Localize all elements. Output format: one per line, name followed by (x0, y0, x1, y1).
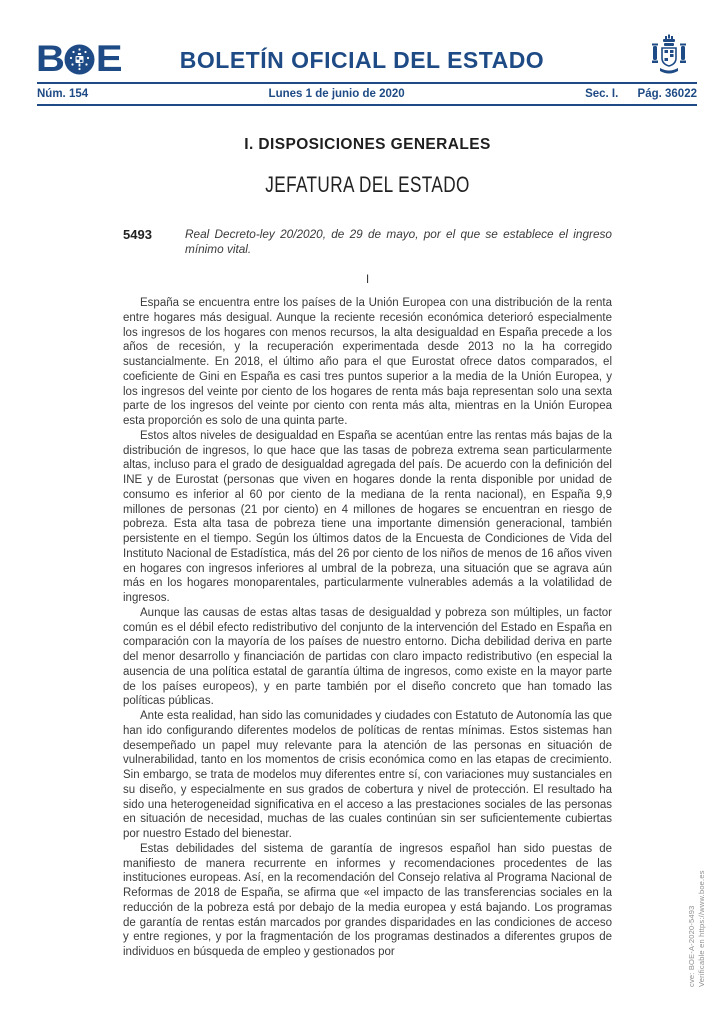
disposition-number: 5493 (123, 227, 152, 242)
section-heading: I. DISPOSICIONES GENERALES (244, 136, 491, 153)
spain-coat-of-arms-icon (650, 34, 688, 76)
issue-section-page (585, 88, 697, 100)
issue-page: Pág. 36022 (637, 88, 697, 100)
boe-logo-letter-b: B (36, 38, 63, 80)
issue-section: Sec. I. (585, 88, 619, 100)
issue-date: Lunes 1 de junio de 2020 (268, 88, 405, 100)
cve-code: cve: BOE-A-2020-5493 (687, 905, 696, 987)
paragraph: Estos altos niveles de desigualdad en España se acentúan entre las rentas más bajas de la distribución de ingresos, lo que hace que las tasas de pobreza extrema sean particularmente altas, incluso para el grado de desigualdad agregada del país. De acuerdo con la definición del INE y de Eurostat (personas que viven en hogares donde la renta disponible por unidad de consumo es inferior al 60 por ciento de la mediana de la renta nacional), en España 9,9 millones de personas (21 por ciento) en 4 millones de hogares se encuentran en riesgo de pobreza. Esta alta tasa de pobreza tiene una importante dimensión generacional, también persistente en el tiempo. Según los últimos datos de la Encuesta de Condiciones de Vida del Instituto Nacional de Estadística, más del 26 por ciento de los niños de menos de 16 años viven en hogares con ingresos inferiores al umbral de la pobreza, una situación que se agrava aún más en los hogares monoparentales, particularmente vulnerables además a la volatilidad de ingresos. (123, 429, 612, 604)
document-body (123, 136, 612, 960)
cve-verification-url: Verificable en https://www.boe.es (697, 870, 706, 987)
cve-verification-block (687, 817, 707, 987)
disposition-title: Real Decreto-ley 20/2020, de 29 de mayo, por el que se establece el ingreso mínimo vital. (185, 227, 612, 256)
paragraph: Ante esta realidad, han sido las comunidades y ciudades con Estatuto de Autonomía las que han ido configurando diferentes modelos de políticas de rentas mínimas. Estos sistemas han desempeñado un papel muy relevante para la atención de las personas en situación de vulnerabilidad, tanto en los momentos de crisis económica como en las etapas de crecimiento. Sin embargo, se trata de modelos muy diferentes entre sí, con variaciones muy sustanciales en su diseño, y especialmente en sus grados de cobertura y nivel de protección. El resultado ha sido una heterogeneidad significativa en el acceso a las prestaciones sociales de las personas en situación de necesidad, muchas de las cuales continúan sin ser suficientemente cubiertas por nuestro Estado del bienestar. (123, 710, 612, 840)
boe-logo-letter-e: E (95, 38, 121, 80)
paragraph: Estas debilidades del sistema de garantía de ingresos español han sido puestas de manifiesto de manera recurrente en informes y recomendaciones procedentes de las instituciones europeas. Así, en la recomendación del Consejo relativa al Programa Nacional de Reformas de 2018 de España, se afirma que «el impacto de las transferencias sociales en la reducción de la pobreza está por debajo de la media europea y está bajando. Los programas de garantía de rentas están marcados por grandes disparidades en las condiciones de acceso y entre regiones, y por la fragmentación de los programas destinados a diferentes grupos de individuos en búsqueda de empleo y gestionados por (123, 842, 612, 958)
disposition-item (123, 227, 612, 257)
issue-number: Núm. 154 (37, 88, 89, 100)
department-heading: JEFATURA DEL ESTADO (265, 172, 470, 197)
body-text (123, 296, 612, 960)
part-marker: I (365, 272, 370, 286)
header-rule-bottom (37, 104, 697, 106)
paragraph: Aunque las causas de estas altas tasas de desigualdad y pobreza son múltiples, un factor común es el débil efecto redistributivo del conjunto de la intervención del Estado en España en comparación con la mayoría de los países de nuestro entorno. Dicha debilidad deriva en parte del menor desarrollo y financiación de partidas con claro impacto redistributivo (en especial la ausencia de una política estatal de garantía última de ingresos, como existe en la mayor parte de los países europeos), y en parte también por el diseño concreto que han tomado las políticas públicas. (123, 606, 612, 708)
issue-meta-row (37, 88, 697, 100)
masthead-title: BOLETÍN OFICIAL DEL ESTADO (179, 47, 545, 73)
header-rule-top (37, 82, 697, 84)
paragraph: España se encuentra entre los países de la Unión Europea con una distribución de la renta entre hogares más desigual. Aunque la reciente recesión económica deterioró especialmente los ingresos de los hogares con menos recursos, la alta desigualdad en España precede a los años de recesión, y la recuperación experimentada desde 2013 no la ha corregido sustancialmente. En 2018, el último año para el que Eurostat ofrece datos comparados, el coeficiente de Gini en España es casi tres puntos superior a la media de la Unión Europea, y los ingresos del veinte por ciento de los hogares de renta más baja representan solo una sexta parte de los ingresos del veinte por ciento con renta más alta, mientras en la Unión Europea esta proporción es solo de una quinta parte. (123, 297, 612, 427)
